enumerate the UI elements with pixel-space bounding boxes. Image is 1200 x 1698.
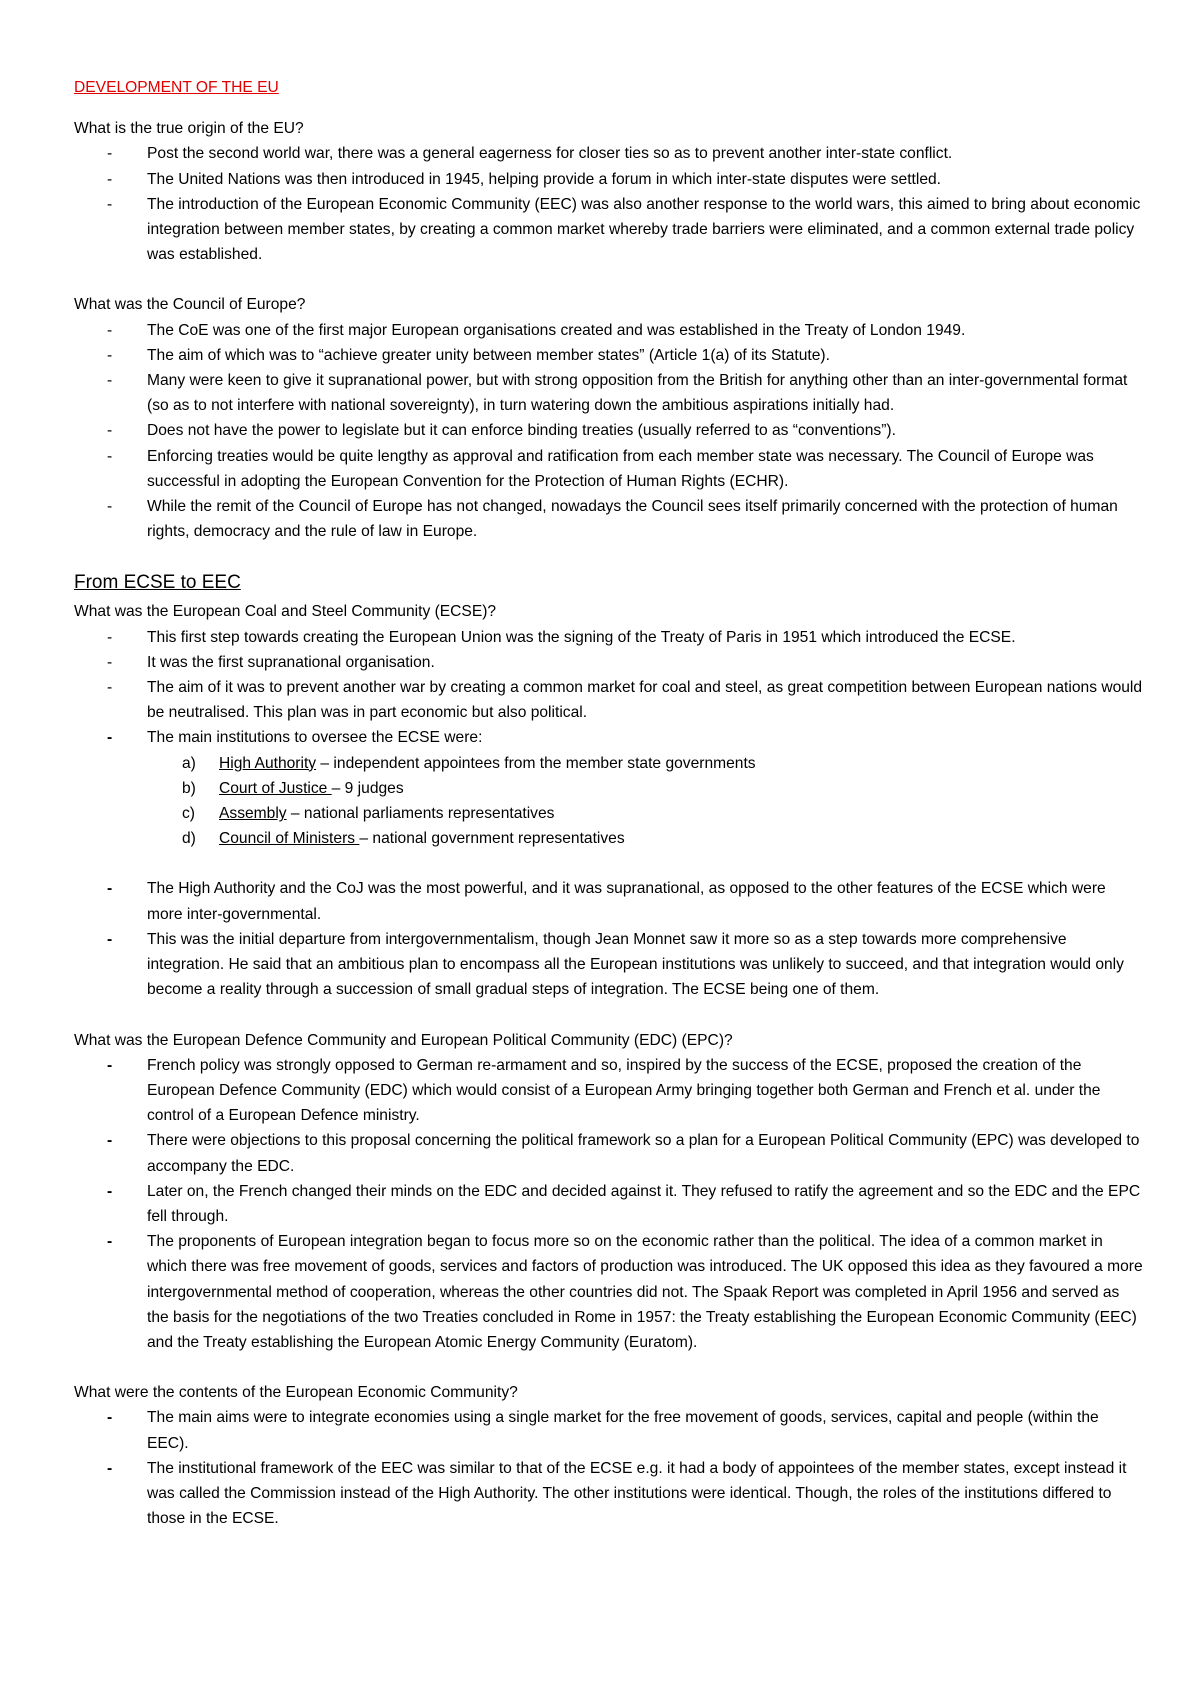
list-item: - The United Nations was then introduced in 1945, helping provide a forum in which inter-state disputes were settled. [74, 167, 1144, 192]
list-item: - This was the initial departure from intergovernmentalism, though Jean Monnet saw it more so as a step towards more comprehensive integration. He said that an ambitious plan to encompass all the European institutions was unlikely to succeed, and that integration would only become a reality through a succession of small gradual steps of integration. The ECSE being one of them. [74, 927, 1144, 1003]
list-item: - Does not have the power to legislate but it can enforce binding treaties (usually referred to as “conventions”). [74, 418, 1144, 443]
list-item: - The aim of it was to prevent another war by creating a common market for coal and steel, as great competition between European nations would be neutralised. This plan was in part economic but also political. [74, 675, 1144, 725]
list-item: - Many were keen to give it supranational power, but with strong opposition from the British for anything other than an inter-governmental format (so as to not interfere with national sovereignty), in turn watering down the ambitious aspirations initially had. [74, 368, 1144, 418]
list-item: - Later on, the French changed their minds on the EDC and decided against it. They refused to ratify the agreement and so the EDC and the EPC fell through. [74, 1179, 1144, 1229]
dash-marker: - [107, 880, 113, 898]
dash-marker: - [107, 498, 113, 516]
dash-marker: - [107, 628, 113, 646]
list-item: - It was the first supranational organisation. [74, 650, 1144, 675]
list-item: - The High Authority and the CoJ was the most powerful, and it was supranational, as opposed to the other features of the ECSE which were more inter-governmental. [74, 876, 1144, 926]
dash-marker: - [107, 372, 113, 390]
question-council-of-europe: What was the Council of Europe? [74, 296, 306, 314]
institution-desc: – independent appointees from the member state governments [316, 754, 756, 772]
dash-marker: - [107, 1409, 113, 1427]
institution-name: Court of Justice [219, 779, 332, 797]
question-eec-contents: What were the contents of the European Economic Community? [74, 1384, 518, 1402]
institution-item [74, 751, 1200, 776]
list-item: - The proponents of European integration began to focus more so on the economic rather than the political. The idea of a common market in which there was free movement of goods, services and factors of production was introduced. The UK opposed this idea as they favoured a more intergovernmental method of cooperation, whereas the other countries did not. The Spaak Report was completed in April 1956 and served as the basis for the negotiations of the two Treaties concluded in Rome in 1957: the Treaty establishing the European Economic Community (EEC) and the Treaty establishing the European Atomic Energy Community (Euratom). [74, 1229, 1144, 1355]
dash-marker: - [107, 1132, 113, 1150]
section-heading-ecse-to-eec: From ECSE to EEC [74, 572, 241, 594]
dash-marker: - [107, 447, 113, 465]
dash-marker: - [107, 346, 113, 364]
eec-bullet-list [74, 1405, 1144, 1531]
institution-desc: – national parliaments representatives [286, 805, 555, 823]
institution-name: High Authority [219, 754, 317, 772]
document-title: DEVELOPMENT OF THE EU [74, 79, 279, 96]
edc-bullet-list [74, 1053, 1144, 1355]
institution-item [74, 776, 1200, 801]
dash-marker: - [107, 679, 113, 697]
coe-bullet-list [74, 318, 1144, 545]
dash-marker: - [107, 1182, 113, 1200]
question-ecse: What was the European Coal and Steel Community (ECSE)? [74, 603, 497, 621]
institution-desc: – national government representatives [359, 830, 625, 848]
institution-desc: – 9 judges [331, 779, 404, 797]
list-item: - The main institutions to oversee the ECSE were: [74, 725, 1144, 750]
list-item: - There were objections to this proposal concerning the political framework so a plan for a European Political Community (EPC) was developed to accompany the EDC. [74, 1128, 1144, 1178]
dash-marker: - [107, 930, 113, 948]
list-marker: b) [182, 779, 196, 797]
ecse-bullet-list-2 [74, 876, 1144, 1002]
list-item: - French policy was strongly opposed to German re-armament and so, inspired by the success of the ECSE, proposed the creation of the European Defence Community (EDC) which would consist of a European Army bringing together both German and French et al. under the control of a European Defence ministry. [74, 1053, 1144, 1129]
dash-marker: - [107, 1459, 113, 1477]
dash-marker: - [107, 1233, 113, 1251]
list-item: - The CoE was one of the first major European organisations created and was established in the Treaty of London 1949. [74, 318, 1144, 343]
institution-item [74, 801, 1200, 826]
dash-marker: - [107, 729, 113, 747]
dash-marker: - [107, 145, 113, 163]
institution-name: Assembly [219, 805, 287, 823]
list-item: - The introduction of the European Economic Community (EEC) was also another response to the world wars, this aimed to bring about economic integration between member states, by creating a common market whereby trade barriers were eliminated, and a common external trade policy was established. [74, 192, 1144, 268]
list-item: - The institutional framework of the EEC was similar to that of the ECSE e.g. it had a body of appointees of the member states, except instead it was called the Commission instead of the High Authority. The other institutions were identical. Though, the roles of the institutions differed to those in the ECSE. [74, 1456, 1144, 1532]
question-origin: What is the true origin of the EU? [74, 120, 304, 138]
dash-marker: - [107, 422, 113, 440]
list-item: - Post the second world war, there was a general eagerness for closer ties so as to prevent another inter-state conflict. [74, 141, 1144, 166]
dash-marker: - [107, 170, 113, 188]
dash-marker: - [107, 321, 113, 339]
list-item: - The main aims were to integrate economies using a single market for the free movement of goods, services, capital and people (within the EEC). [74, 1405, 1144, 1455]
list-item: - Enforcing treaties would be quite lengthy as approval and ratification from each member state was necessary. The Council of Europe was successful in adopting the European Convention for the Protection of Human Rights (ECHR). [74, 444, 1144, 494]
dash-marker: - [107, 1056, 113, 1074]
dash-marker: - [107, 653, 113, 671]
list-marker: c) [182, 805, 195, 823]
ecse-institutions-intro-list [74, 725, 1144, 750]
list-item: - This first step towards creating the European Union was the signing of the Treaty of Paris in 1951 which introduced the ECSE. [74, 625, 1144, 650]
list-item: - The aim of which was to “achieve greater unity between member states” (Article 1(a) of its Statute). [74, 343, 1144, 368]
institution-name: Council of Ministers [219, 830, 360, 848]
list-marker: a) [182, 754, 196, 772]
list-marker: d) [182, 830, 196, 848]
dash-marker: - [107, 195, 113, 213]
institution-item [74, 826, 1200, 851]
question-edc-epc: What was the European Defence Community and European Political Community (EDC) (EPC)? [74, 1031, 733, 1049]
list-item: - While the remit of the Council of Europe has not changed, nowadays the Council sees itself primarily concerned with the protection of human rights, democracy and the rule of law in Europe. [74, 494, 1144, 544]
origin-bullet-list [74, 141, 1144, 267]
ecse-bullet-list [74, 625, 1144, 726]
ecse-institutions-list [74, 751, 1200, 852]
